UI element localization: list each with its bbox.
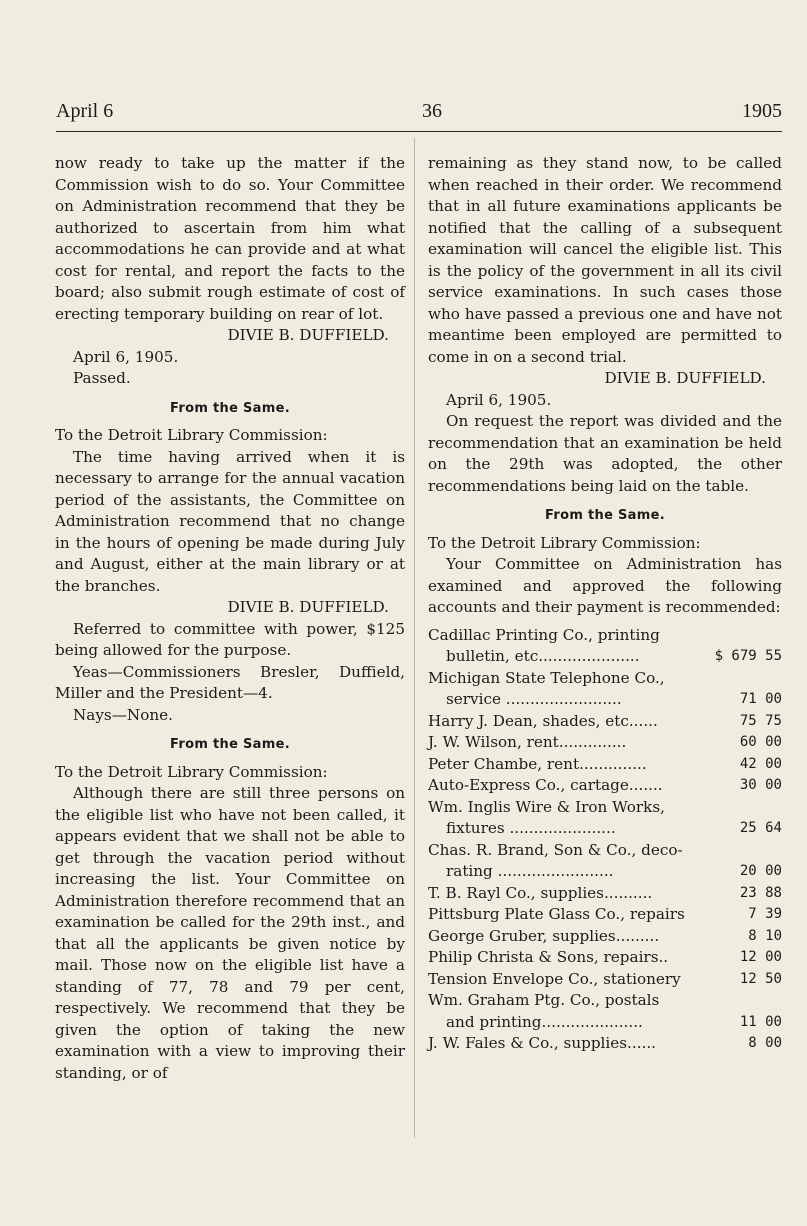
account-entry	[428, 969, 782, 991]
account-amount: 12 00	[739, 949, 782, 965]
account-desc: fixtures ......................	[446, 819, 616, 837]
account-amount: 11 00	[739, 1013, 782, 1030]
account-entry	[428, 947, 782, 969]
right-column	[428, 153, 782, 1055]
passed-note: Passed.	[73, 369, 131, 387]
account-amount: 42 00	[739, 755, 782, 772]
account-entry	[428, 775, 782, 797]
signature: DIVIE B. DUFFIELD.	[227, 598, 389, 616]
account-desc: service ........................	[446, 690, 622, 708]
salutation: To the Detroit Library Commission:	[55, 762, 328, 781]
page-number: 36	[422, 100, 442, 122]
accounts-list	[428, 625, 782, 1055]
account-payee: J. W. Fales & Co., supplies......	[428, 1034, 657, 1052]
account-payee: T. B. Rayl Co., supplies..........	[428, 883, 653, 902]
account-desc: bulletin, etc.....................	[446, 647, 640, 665]
account-amount: 12 50	[739, 970, 782, 987]
section-heading: From the Same.	[170, 737, 290, 752]
accounts-intro: Your Committee on Administration has examined and approved the following accounts and their payment is recommended:	[428, 555, 782, 616]
account-entry	[428, 840, 782, 883]
account-payee: Wm. Inglis Wire & Iron Works,	[428, 797, 665, 816]
account-payee: Philip Christa & Sons, repairs..	[428, 948, 669, 966]
account-payee: George Gruber, supplies.........	[428, 926, 660, 945]
account-entry	[428, 711, 782, 733]
account-amount: $ 679 55	[714, 648, 782, 664]
account-amount: 8 10	[748, 927, 782, 944]
account-payee: Chas. R. Brand, Son & Co., deco-	[428, 840, 683, 859]
account-payee: J. W. Wilson, rent..............	[428, 733, 627, 751]
vote-yeas: Yeas—Commissioners Bresler, Duffield, Miller and the President—4.	[55, 662, 405, 702]
left-paragraph-2: The time having arrived when it is necessary to arrange for the annual vacation period of the assistants, the Committee on Administration recommend that no change in the hours of opening be made during July and August, either at the main library or at the branches.	[55, 447, 405, 595]
account-amount: 8 00	[748, 1035, 782, 1051]
account-entry	[428, 883, 782, 905]
salutation: To the Detroit Library Commission:	[55, 426, 328, 444]
account-payee: Tension Envelope Co., stationery	[428, 969, 681, 988]
account-payee: Pittsburg Plate Glass Co., repairs	[428, 905, 685, 923]
account-payee: Auto-Express Co., cartage.......	[428, 776, 663, 794]
vote-nays: Nays—None.	[73, 705, 173, 724]
dateline: April 6, 1905.	[446, 390, 552, 409]
left-paragraph-3: Although there are still three persons on the eligible list who have not been called, it appears evident that we shall not be able to get through the vacation period without increasing the list. Your Committee on Administration therefore recommend that an examination be called for the 29th inst., and that all the applicants be given notice by mail. Those now on the eligible list have a standing of 77, 78 and 79 per cent, respectively. We recommend that they be given the option of taking the new examination with a view to improving their standing, or of	[55, 784, 405, 1082]
account-amount: 25 64	[739, 820, 782, 836]
account-entry	[428, 732, 782, 754]
account-amount: 23 88	[739, 884, 782, 901]
account-entry	[428, 625, 782, 668]
column-divider	[414, 138, 415, 1138]
account-amount: 75 75	[739, 712, 782, 729]
account-amount: 71 00	[739, 691, 782, 707]
account-entry	[428, 668, 782, 711]
referred-note: Referred to committee with power, $125 being allowed for the purpose.	[55, 619, 405, 659]
request-note: On request the report was divided and the recommendation that an examination be held on the 29th was adopted, the other recommendations being laid on the table.	[428, 412, 782, 495]
account-amount: 60 00	[739, 734, 782, 750]
account-payee: Cadillac Printing Co., printing	[428, 625, 660, 644]
account-entry	[428, 1033, 782, 1055]
account-payee: Wm. Graham Ptg. Co., postals	[428, 991, 660, 1009]
account-amount: 7 39	[748, 906, 782, 922]
signature: DIVIE B. DUFFIELD.	[604, 369, 766, 387]
header-rule	[56, 131, 782, 132]
salutation: To the Detroit Library Commission:	[428, 533, 701, 552]
account-payee: Harry J. Dean, shades, etc......	[428, 711, 658, 730]
account-entry	[428, 904, 782, 926]
left-column	[55, 153, 405, 1084]
header-date: April 6	[56, 100, 114, 122]
account-amount: 30 00	[739, 777, 782, 793]
account-entry	[428, 797, 782, 840]
account-entry	[428, 754, 782, 776]
header-year: 1905	[742, 100, 782, 122]
dateline: April 6, 1905.	[73, 347, 179, 366]
signature: DIVIE B. DUFFIELD.	[227, 326, 389, 344]
left-paragraph-1: now ready to take up the matter if the Commission wish to do so. Your Committee on Administration recommend that they be authorized to ascertain from him what accommodations he can provide and at what cost for rental, and report the facts to the board; also submit rough estimate of cost of erecting temporary building on rear of lot.	[55, 154, 405, 323]
account-desc: rating ........................	[446, 862, 614, 880]
section-heading: From the Same.	[545, 508, 665, 523]
account-entry	[428, 926, 782, 948]
account-payee: Peter Chambe, rent..............	[428, 754, 647, 773]
account-amount: 20 00	[739, 863, 782, 879]
section-heading: From the Same.	[170, 400, 290, 416]
right-paragraph-1: remaining as they stand now, to be called when reached in their order. We recommend that in all future examinations applicants be notified that the calling of a subsequent examination will cancel the eligible list. This is the policy of the government in all its civil service examinations. In such cases those who have passed a previous one and have not meantime been employed are permitted to come in on a second trial.	[428, 154, 782, 366]
account-entry	[428, 990, 782, 1033]
account-desc: and printing.....................	[446, 1012, 643, 1031]
account-payee: Michigan State Telephone Co.,	[428, 668, 665, 687]
